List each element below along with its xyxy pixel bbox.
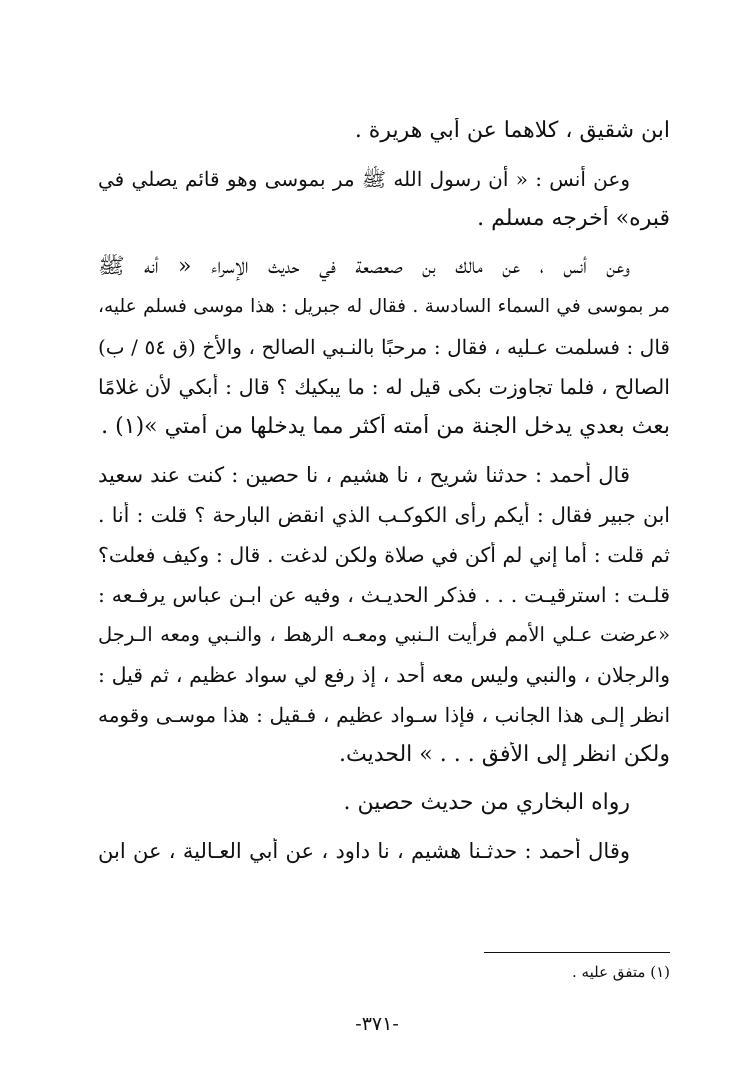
text-line: ثم قلت : أما إني لم أكن في صلاة ولكن لدغت . قال : وكيف فعلت؟	[98, 543, 670, 567]
text-line: وعن أنس : « أن رسول الله ﷺ مر بموسى وهو قائم يصلي في	[98, 167, 630, 191]
text-line: قال : فسلمت عـليه ، فقال : مرحبًا بالنـبي الصالح ، والأخ (ق ٥٤ / ب)	[98, 335, 670, 359]
text-line: ابن جبير فقال : أيكم رأى الكوكـب الذي انقض البارحة ؟ قلت : أنا .	[98, 503, 670, 527]
text-line: ولكن انظر إلى الأفق . . . » الحديث.	[339, 742, 670, 767]
text-line: بعث بعدي يدخل الجنة من أمته أكثر مما يدخلها من أمتي »(١) .	[101, 414, 670, 439]
text-line: انظر إلـى هذا الجانب ، فإذا سـواد عظيم ، فـقيل : هذا موسـى وقومه	[98, 703, 670, 727]
text-line: مر بموسى في السماء السادسة . فقال له جبريل : هذا موسى فسلم عليه،	[98, 296, 670, 317]
text-line: والرجلان ، والنبي وليس معه أحد ، إذ رفع لي سواد عظيم ، ثم قيل :	[98, 663, 670, 687]
text-line: قبره» أخرجه مسلم .	[477, 206, 670, 231]
page-body	[98, 118, 670, 878]
text-line: «عرضت عـلي الأمم فرأيت الـنبي ومعـه الرهط ، والنـبي ومعه الـرجل	[98, 623, 670, 646]
footnote: (١) متفق عليه .	[572, 963, 670, 981]
text-line: ابن شقيق ، كلاهما عن أبي هريرة .	[354, 118, 670, 143]
text-line: قال أحمد : حدثنا شريح ، نا هشيم ، نا حصين : كنت عند سعيد	[98, 463, 630, 487]
text-line: وقال أحمد : حدثـنا هشيم ، نا داود ، عن أبي العـالية ، عن ابن	[98, 839, 630, 863]
text-line: رواه البخاري من حديث حصين .	[343, 790, 630, 815]
page-number: -٣٧١-	[355, 1013, 399, 1035]
text-line: قلـت : استرقيـت . . . فذكر الحديـث ، وفيه عن ابـن عباس يرفـعه :	[98, 583, 670, 607]
text-line: الصالح ، فلما تجاوزت بكى قيل له : ما يبكيك ؟ قال : أبكي لأن غلامًا	[98, 375, 670, 399]
text-line: وعن أنس ، عن مالك بن صعصعة في حديث الإسراء « أنه ﷺ	[98, 254, 630, 279]
footnote-divider	[484, 952, 670, 953]
